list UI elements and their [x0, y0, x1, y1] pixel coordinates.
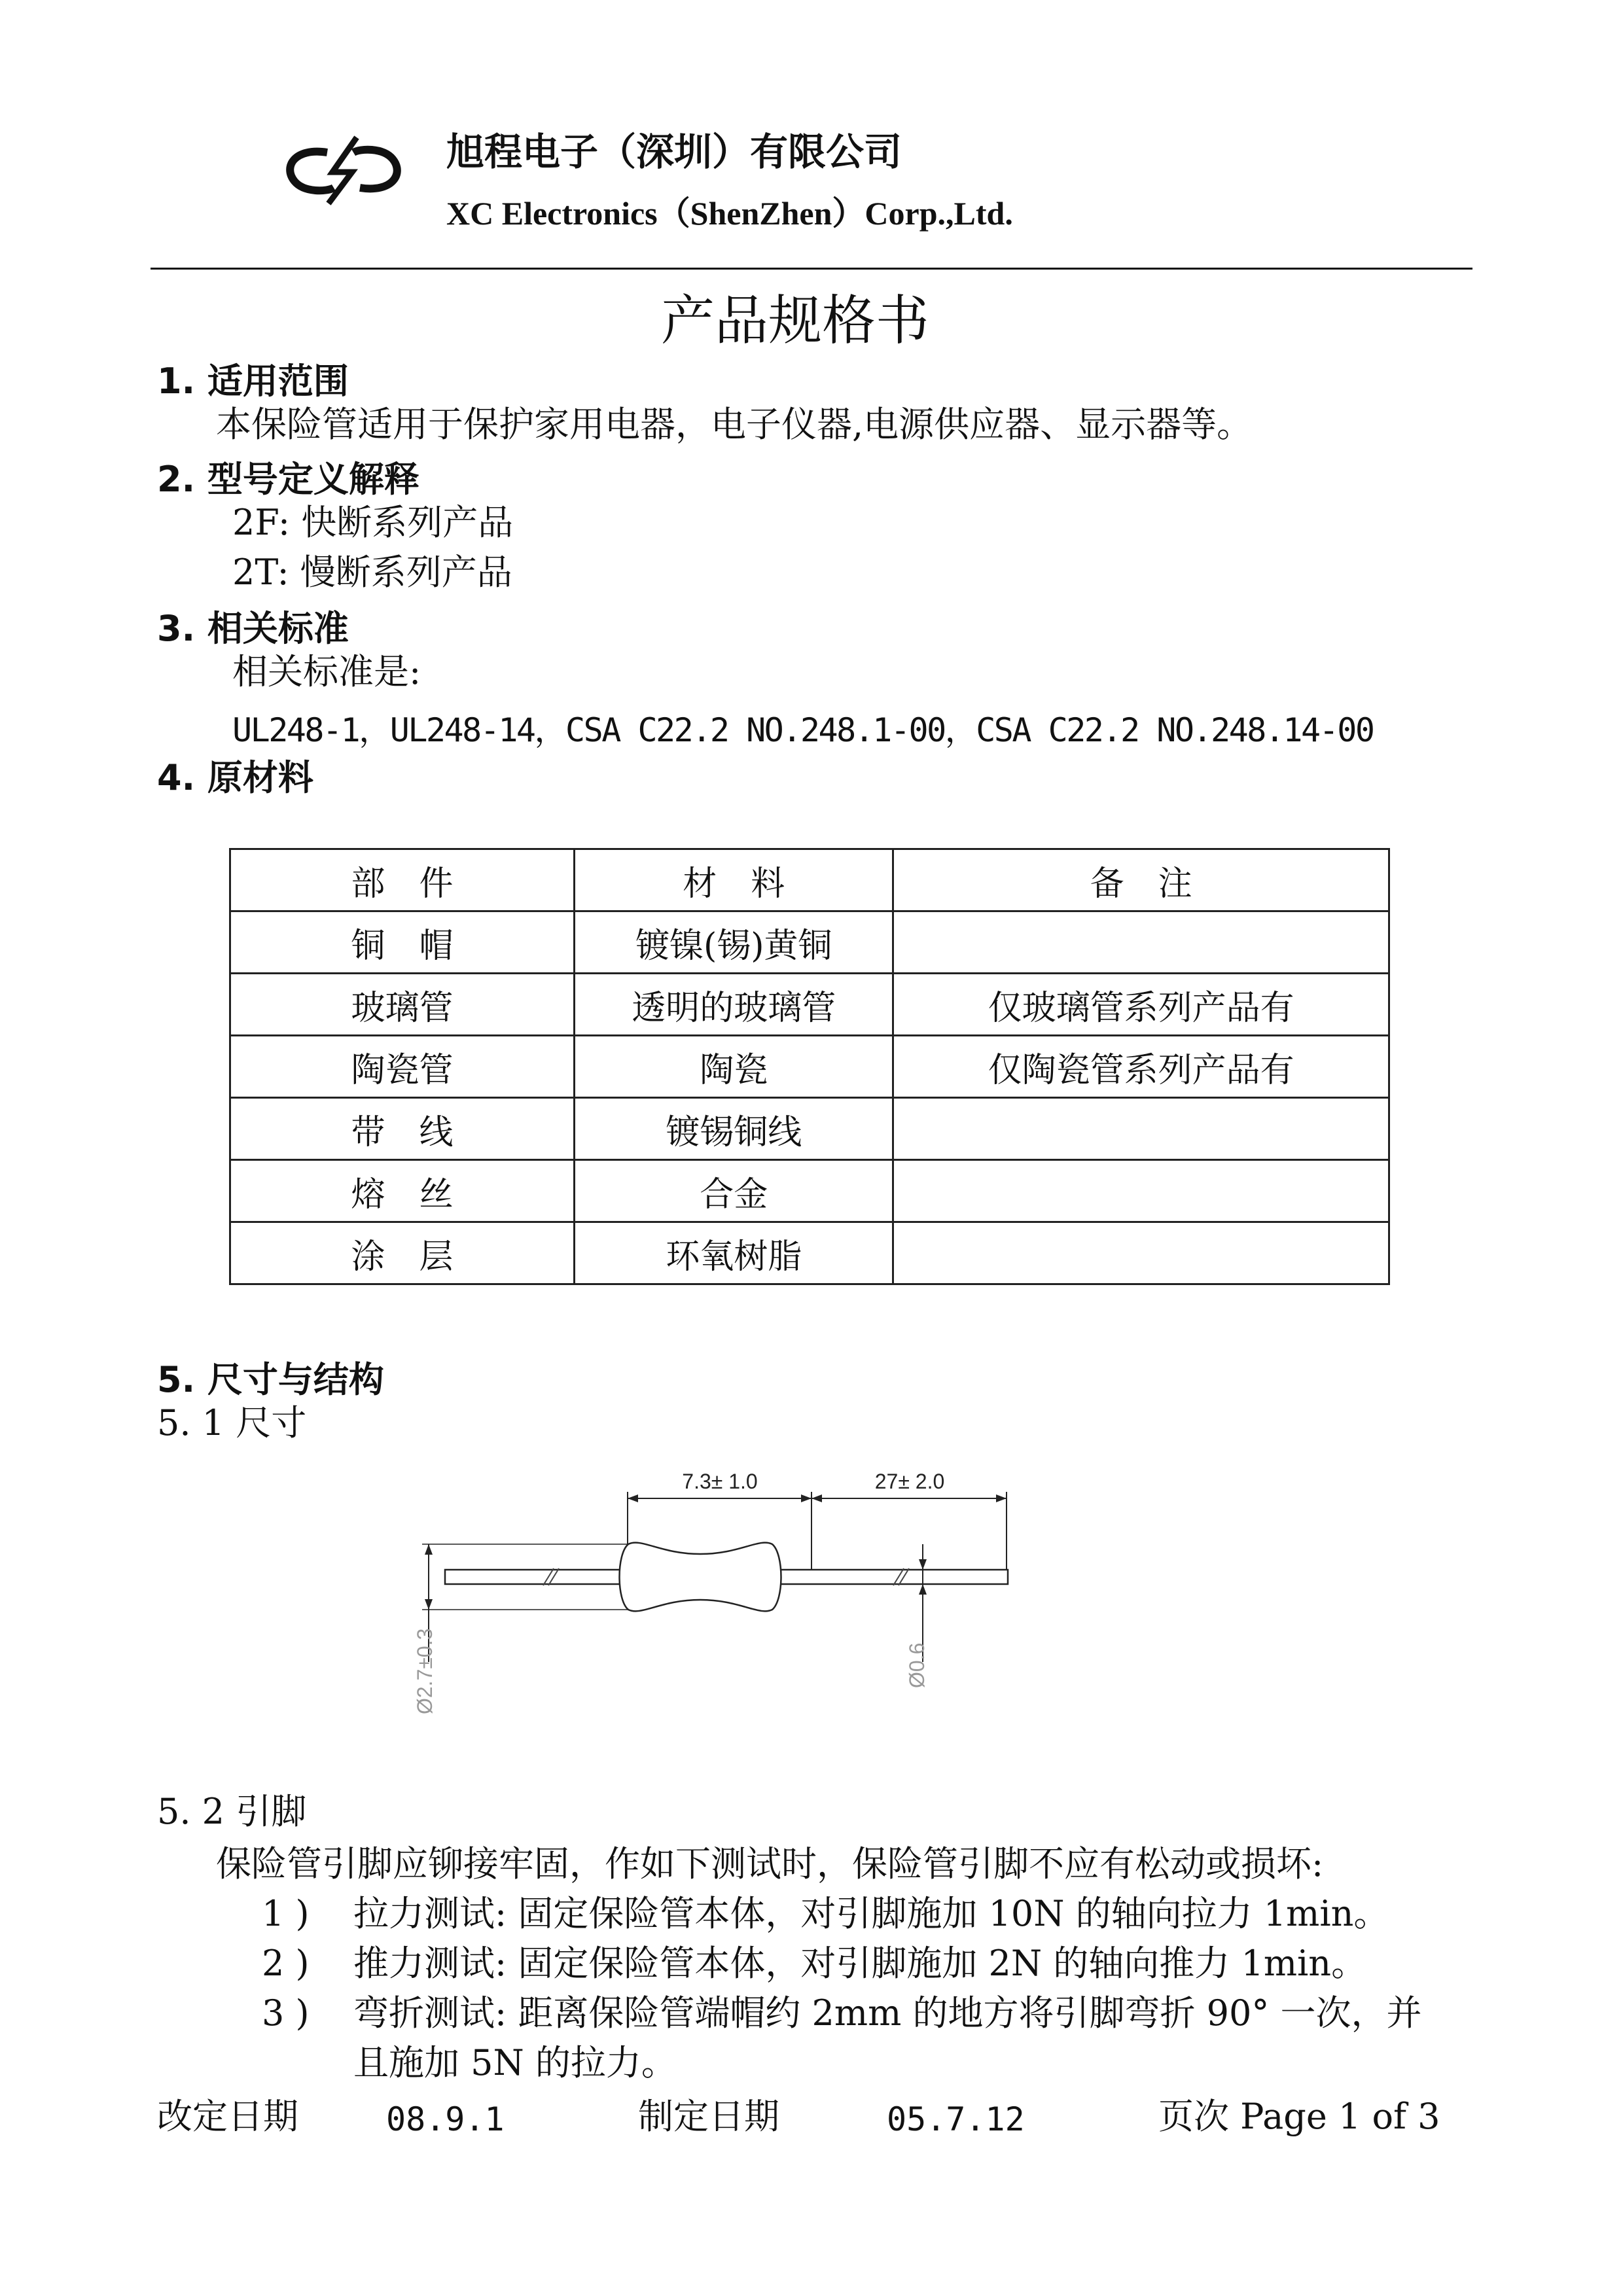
table-row: [230, 1160, 1389, 1222]
model-2f: 2F: 快断系列产品: [232, 502, 514, 543]
section-1-body: 本保险管适用于保护家用电器，电子仪器,电源供应器、显示器等。: [216, 404, 1253, 445]
make-date-value: 05.7.12: [887, 2100, 1025, 2138]
part-cell: 陶瓷管: [230, 1036, 575, 1098]
section-5-2-heading: 5. 2 引脚: [157, 1791, 307, 1832]
part-cell: 玻璃管: [230, 974, 575, 1036]
material-cell: 合金: [575, 1160, 893, 1222]
test-1-number: 1 ): [262, 1893, 310, 1934]
company-name-cn: 旭程电子（深圳）有限公司: [446, 130, 902, 174]
revise-date-value: 08.9.1: [386, 2100, 505, 2138]
section-5-1-heading: 5. 1 尺寸: [157, 1402, 307, 1443]
test-3-text: 弯折测试: 距离保险管端帽约 2mm 的地方将引脚弯折 90° 一次，并: [353, 1992, 1422, 2034]
materials-table: [229, 848, 1390, 1285]
remark-cell: [893, 911, 1389, 974]
section-4-heading: 4. 原材料: [157, 757, 313, 798]
make-date-label: 制定日期: [638, 2096, 779, 2137]
test-1-text: 拉力测试: 固定保险管本体，对引脚施加 10N 的轴向拉力 1min。: [353, 1893, 1389, 1934]
remark-cell: 仅玻璃管系列产品有: [893, 974, 1389, 1036]
body-diameter-label: Ø2.7±0.3: [413, 1628, 437, 1714]
part-cell: 涂 层: [230, 1222, 575, 1284]
standards-list: UL248-1，UL248-14，CSA C22.2 NO.248.1-00，CSA C22.2 NO.248.14-00: [232, 711, 1374, 749]
test-2-text: 推力测试: 固定保险管本体，对引脚施加 2N 的轴向推力 1min。: [353, 1943, 1367, 1984]
fuse-dimension-drawing: [386, 1466, 1041, 1740]
material-cell: 镀锡铜线: [575, 1098, 893, 1160]
header-remark: 备 注: [893, 849, 1389, 911]
section-5-2-body: 保险管引脚应铆接牢固，作如下测试时，保险管引脚不应有松动或损坏:: [216, 1843, 1324, 1884]
test-3-number: 3 ): [262, 1992, 310, 2034]
test-3-text-cont: 且施加 5N 的拉力。: [353, 2042, 677, 2083]
remark-cell: [893, 1222, 1389, 1284]
lead-length-label: 27± 2.0: [874, 1470, 945, 1493]
part-cell: 带 线: [230, 1098, 575, 1160]
table-row: [230, 1036, 1389, 1098]
header-material: 材 料: [575, 849, 893, 911]
header-part: 部 件: [230, 849, 575, 911]
material-cell: 环氧树脂: [575, 1222, 893, 1284]
section-3-heading: 3. 相关标准: [157, 608, 349, 649]
fuse-body: [620, 1543, 781, 1612]
document-title: 产品规格书: [661, 290, 930, 352]
table-row: [230, 1222, 1389, 1284]
remark-cell: [893, 1098, 1389, 1160]
section-5-heading: 5. 尺寸与结构: [157, 1359, 384, 1400]
table-row: [230, 1098, 1389, 1160]
remark-cell: 仅陶瓷管系列产品有: [893, 1036, 1389, 1098]
material-cell: 陶瓷: [575, 1036, 893, 1098]
table-row: [230, 911, 1389, 974]
revise-date-label: 改定日期: [157, 2096, 298, 2137]
material-cell: 镀镍(锡)黄铜: [575, 911, 893, 974]
page-number: 页次 Page 1 of 3: [1158, 2096, 1440, 2137]
part-cell: 铜 帽: [230, 911, 575, 974]
section-2-heading: 2. 型号定义解释: [157, 459, 419, 500]
header-divider: [151, 268, 1472, 270]
part-cell: 熔 丝: [230, 1160, 575, 1222]
section-1-heading: 1. 适用范围: [157, 361, 349, 402]
test-2-number: 2 ): [262, 1943, 310, 1984]
company-logo: [281, 134, 406, 206]
table-header-row: [230, 849, 1389, 911]
remark-cell: [893, 1160, 1389, 1222]
material-cell: 透明的玻璃管: [575, 974, 893, 1036]
table-row: [230, 974, 1389, 1036]
company-name-en: XC Electronics（ShenZhen）Corp.,Ltd.: [446, 195, 1013, 232]
model-2t: 2T: 慢断系列产品: [232, 552, 512, 593]
lead-diameter-label: Ø0.6: [905, 1642, 929, 1688]
body-length-label: 7.3± 1.0: [682, 1470, 758, 1493]
standards-intro: 相关标准是:: [232, 651, 421, 692]
